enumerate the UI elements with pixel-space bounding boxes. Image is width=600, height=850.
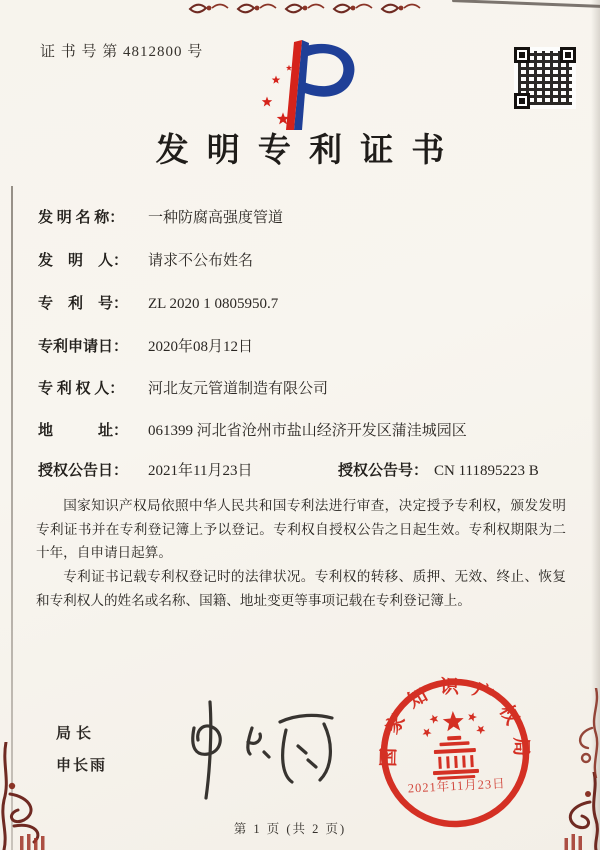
field-row-invention-name — [38, 206, 578, 227]
field-row-patent-number — [38, 292, 578, 313]
field-label: 专 利 号： — [38, 296, 129, 312]
certificate-number: 证 书 号 第 4812800 号 — [40, 44, 204, 60]
seal-date-text: 2021年11月23日 — [407, 776, 507, 796]
field-label: 地 址： — [38, 423, 129, 439]
field-label: 专 利 权 人： — [38, 381, 125, 397]
legal-paragraph: 专利证书记载专利权登记时的法律状况。专利权的转移、质押、无效、终止、恢复和专利权人的姓名或名称、国籍、地址变更等事项记载在专利登记簿上。 — [36, 568, 566, 608]
field-value: ZL 2020 1 0805950.7 — [148, 296, 279, 312]
certificate-title: 发明专利证书 — [155, 133, 463, 169]
field-value: 请求不公布姓名 — [148, 253, 254, 269]
handwritten-signature-icon — [152, 690, 342, 805]
director-name: 申长雨 — [56, 758, 108, 774]
field-value: 河北友元管道制造有限公司 — [148, 381, 329, 397]
field-value: CN 111895223 B — [434, 463, 539, 479]
qr-finder-icon — [514, 47, 530, 63]
field-label: 发 明 人： — [38, 253, 129, 269]
qr-code-icon — [514, 47, 576, 109]
corner-ornament-right-icon — [522, 772, 600, 850]
corner-ornament-left-icon — [0, 742, 80, 850]
field-row-inventor — [38, 249, 578, 270]
photo-edge-line — [452, 0, 600, 8]
field-value: 2021年11月23日 — [148, 463, 253, 479]
field-row-grant — [38, 459, 578, 480]
field-value: 2020年08月12日 — [148, 339, 254, 355]
field-value: 一种防腐高强度管道 — [148, 210, 284, 226]
field-label: 授权公告日： — [38, 463, 129, 479]
cnipa-logo-icon — [256, 40, 360, 132]
right-edge-flourish-icon — [556, 688, 600, 778]
legal-paragraph: 国家知识产权局依照中华人民共和国专利法进行审查，决定授予专利权，颁发发明专利证书并在专利登记簿上予以登记。专利权自授权公告之日起生效。专利权期限为二十年，自申请日起算。 — [36, 498, 566, 561]
top-border-ornament-icon — [186, 0, 424, 17]
qr-finder-icon — [560, 47, 576, 63]
page-footer: 第 1 页 (共 2 页) — [233, 822, 347, 836]
field-grant-number — [338, 459, 539, 480]
field-value: 061399 河北省沧州市盐山经济开发区蒲洼城园区 — [148, 423, 467, 439]
field-label: 专利申请日： — [38, 339, 129, 355]
director-title: 局长 — [56, 726, 97, 742]
field-row-patentee — [38, 377, 578, 398]
qr-finder-icon — [514, 93, 530, 109]
field-row-address — [38, 419, 578, 440]
seal-agency-text: 国家知识产权局 — [378, 676, 532, 769]
official-seal-icon — [374, 672, 536, 834]
legal-text-block — [36, 494, 566, 612]
field-row-filing-date — [38, 335, 578, 356]
field-label: 授权公告号： — [338, 463, 429, 479]
field-label: 发 明 名 称： — [38, 210, 125, 226]
